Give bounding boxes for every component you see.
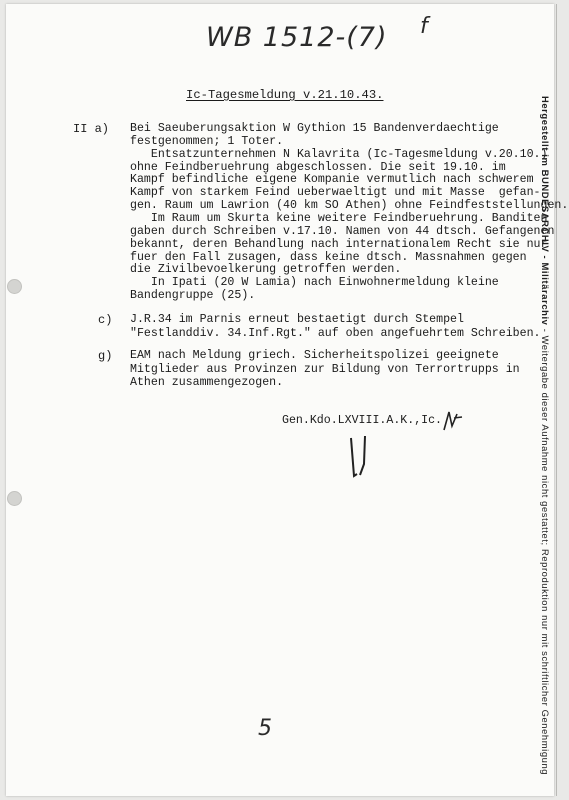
paragraph-line: Kampf von starkem Feind ueberwaeltigt und mit Masse gefan- xyxy=(130,186,541,200)
signature-line: Gen.Kdo.LXVIII.A.K.,Ic. xyxy=(282,414,443,427)
paragraph-line: ohne Feindberuehrung abgeschlossen. Die seit 19.10. im xyxy=(130,160,506,174)
paragraph-line: gen. Raum um Lawrion (40 km SO Athen) ohne Feindfeststellungen. xyxy=(130,199,569,213)
punch-hole-top xyxy=(7,279,22,294)
paragraph-line: Kampf befindliche eigene Kompanie vermutlich nach schwerem xyxy=(130,173,534,187)
paragraph-line: Mitglieder aus Provinzen zur Bildung von Terrortrupps in xyxy=(130,362,520,376)
paragraph-line: Entsatzunternehmen N Kalavrita (Ic-Tagesmeldung v.20.10.) xyxy=(130,147,548,161)
archive-side-stamp xyxy=(540,96,550,775)
paragraph-line: Bandengruppe (25). xyxy=(130,289,256,303)
archive-mark: f xyxy=(420,14,428,39)
paragraph-line: Athen zusammengezogen. xyxy=(130,376,284,389)
paragraph-line: bekannt, deren Behandlung nach internationalem Recht sie nur xyxy=(130,237,548,251)
section-label: II a) xyxy=(73,122,110,136)
paragraph-line: Im Raum um Skurta keine weitere Feindberuehrung. Banditen xyxy=(130,211,548,225)
document-title: Ic-Tagesmeldung v.21.10.43. xyxy=(186,88,384,102)
archive-reference: WB 1512-(7) xyxy=(206,22,388,53)
paragraph-line: Bei Saeuberungsaktion W Gythion 15 Bandenverdaechtige xyxy=(130,122,499,135)
paragraph-line: J.R.34 im Parnis erneut bestaetigt durch Stempel xyxy=(130,313,464,326)
initials-signature xyxy=(440,408,466,434)
paragraph-line: "Festlanddiv. 34.Inf.Rgt." auf oben angefuehrtem Schreiben. xyxy=(130,326,541,340)
paragraph-line: In Ipati (20 W Lamia) nach Einwohnermeldung kleine xyxy=(130,276,499,290)
handwritten-initial xyxy=(345,434,375,480)
paragraph-line: gaben durch Schreiben v.17.10. Namen von 44 dtsch. Gefangenen xyxy=(130,224,555,238)
page-edge xyxy=(556,4,557,796)
paragraph-g-label: g) xyxy=(98,349,113,363)
side-stamp-bold: Hergestellt im BUNDESARCHIV - Militärarchiv xyxy=(540,96,551,326)
page-number: 5 xyxy=(258,716,272,741)
paragraph-c-label: c) xyxy=(98,313,113,327)
paragraph-line: die Zivilbevoelkerung getroffen werden. xyxy=(130,263,402,277)
paragraph-line: fuer den Fall zusagen, dass keine dtsch. Massnahmen gegen xyxy=(130,250,527,264)
side-stamp-text: - Weitergabe dieser Aufnahme nicht gestattet; Reproduktion nur mit schriftlicher Genehmigung xyxy=(540,325,551,776)
paragraph-line: festgenommen; 1 Toter. xyxy=(130,134,284,148)
punch-hole-bottom xyxy=(7,491,22,506)
paragraph-line: EAM nach Meldung griech. Sicherheitspolizei geeignete xyxy=(130,349,499,362)
